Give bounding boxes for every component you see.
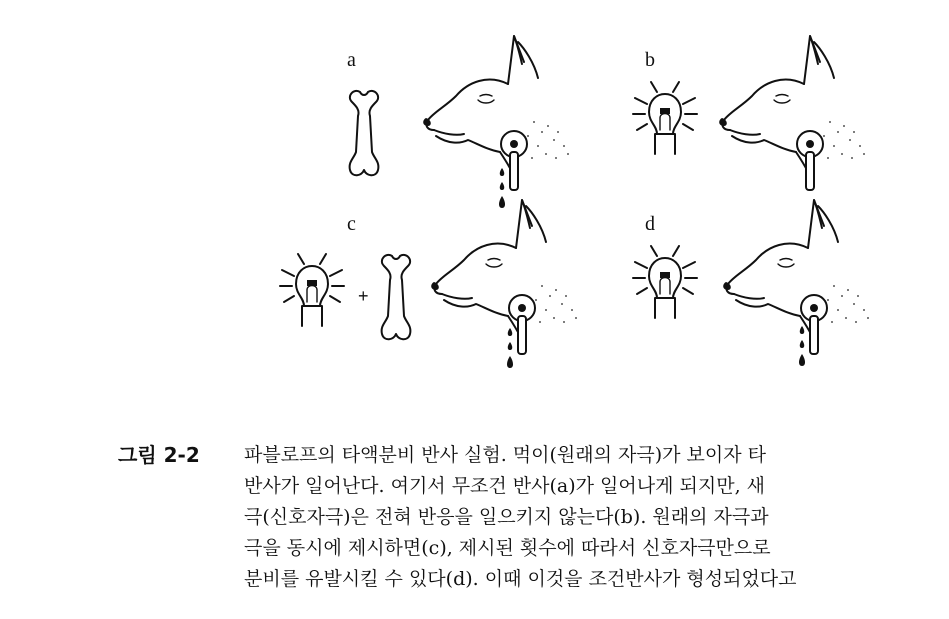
light-bulb-icon — [633, 82, 697, 154]
light-bulb-icon — [280, 254, 344, 326]
caption-line: 분비를 유발시킬 수 있다(d). 이때 이것을 조건반사가 형성되었다고 — [244, 568, 797, 590]
saliva-drops-icon — [507, 328, 513, 368]
panel-label-c: c — [347, 213, 356, 235]
plus-sign: + — [358, 286, 369, 306]
panel-a — [347, 36, 569, 208]
saliva-drops-icon — [499, 168, 505, 208]
dog-head-icon — [431, 200, 577, 354]
light-bulb-icon — [633, 246, 697, 318]
saliva-drops-icon — [799, 326, 805, 366]
caption-line: 파블로프의 타액분비 반사 실험. 먹이(원래의 자극)가 보이자 타 — [244, 444, 766, 466]
bone-icon — [382, 255, 411, 339]
caption-text — [244, 440, 797, 595]
panel-c — [280, 200, 577, 368]
panel-label-a: a — [347, 49, 356, 71]
caption-line: 극(신호자극)은 전혀 반응을 일으키지 않는다(b). 원래의 자극과 — [244, 506, 769, 528]
panel-label-b: b — [645, 49, 655, 71]
panel-b — [633, 36, 865, 190]
dog-head-icon — [723, 200, 869, 354]
panel-d — [633, 200, 869, 366]
panel-label-d: d — [645, 213, 655, 235]
dog-head-icon — [423, 36, 569, 190]
bone-icon — [350, 91, 379, 175]
caption-line: 극을 동시에 제시하면(c), 제시된 횟수에 따라서 신호자극만으로 — [244, 537, 771, 559]
caption-line: 반사가 일어난다. 여기서 무조건 반사(a)가 일어나게 되지만, 새 — [244, 475, 766, 497]
caption-label: 그림 2-2 — [118, 443, 200, 467]
dog-head-icon — [719, 36, 865, 190]
